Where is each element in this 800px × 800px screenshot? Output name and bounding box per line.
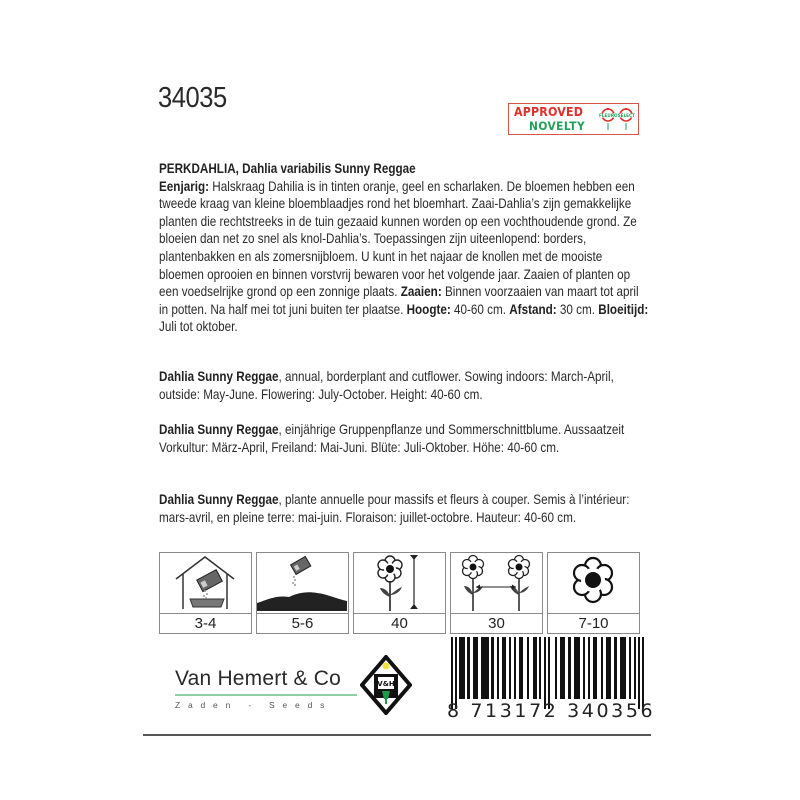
plant-spacing-icon: [451, 553, 541, 611]
product-name-fr: Dahlia Sunny Reggae: [159, 492, 279, 507]
description-english: [159, 368, 649, 403]
flowering-months: 7-10: [578, 615, 609, 632]
barcode-number: 8 713172 340356: [447, 700, 656, 722]
zaaien-label: Zaaien:: [400, 284, 442, 300]
description-text-en: , annual, borderplant and cutflower. Sowing indoors: March-April, outside: May-June. Flowering: July-October. Height: 40-60 cm.: [159, 369, 614, 402]
svg-text:V&H: V&H: [377, 680, 395, 688]
bottom-divider: [143, 734, 651, 736]
description-text-de: , einjährige Gruppenpflanze und Sommerschnittblume. Aussaatzeit Vorkultur: März-April, Freiland: Mai-Juni. Blüte: Juli-Oktober. Höhe: 40-60 cm.: [159, 422, 625, 455]
badge-line-novelty: NOVELTY: [529, 119, 586, 133]
approved-novelty-badge: [508, 103, 639, 135]
hoogte-text: 40-60 cm.: [450, 301, 510, 317]
description-german: [159, 421, 649, 456]
outdoor-sowing-months: 5-6: [291, 615, 314, 632]
greenhouse-sowing-icon: [160, 553, 250, 611]
article-number: 34035: [158, 82, 227, 114]
svg-text:FLEUROSELECT: FLEUROSELECT: [599, 113, 635, 118]
icon-box-plant-height: [353, 552, 446, 634]
brand-logo: [175, 667, 357, 710]
badge-line-approved: APPROVED: [514, 105, 584, 119]
zaaien-text: Binnen voorzaaien van maart tot april in potten. Na half mei tot juni buiten ter plaatse.: [159, 284, 639, 317]
hoogte-label: Hoogte:: [406, 301, 451, 317]
afstand-text: 30 cm.: [556, 301, 599, 317]
description-french: [159, 491, 649, 526]
eenjarig-text: Halskraag Dahilia is in tinten oranje, geel en scharlaken. De bloemen hebben een tweede kraag van kleine bloemblaadjes rond het bloemhart. Zaai-Dahlia’s zijn gemakkelijke planten die rechtstreeks in de tuin gezaaid kunnen worden op een vochthoudende grond. Ze bloeien dan net zo snel als knol-Dahlia’s. Toepassingen zijn uiteenlopend: borders, plantenbakken en als zomersnijbloem. U kunt in het najaar de knollen met de mooiste bloemen oprooien en binnen vorstvrij bewaren voor het volgende jaar. Zaaien of planten op een voedselrijke grond op een zonnige plaats.: [159, 178, 637, 300]
plant-height-value: 40: [391, 615, 408, 632]
product-name-en: Dahlia Sunny Reggae: [159, 369, 279, 384]
description-dutch: [159, 160, 649, 336]
plant-spacing-value: 30: [488, 615, 505, 632]
flowering-icon: [548, 553, 638, 611]
plant-height-icon: [354, 553, 444, 611]
product-title: PERKDAHLIA, Dahlia variabilis Sunny Reggae: [159, 161, 416, 176]
icon-box-outdoor-sowing: [256, 552, 349, 634]
brand-name: Van Hemert & Co: [175, 667, 342, 690]
brand-underline: [175, 694, 357, 696]
eenjarig-label: Eenjarig:: [159, 178, 210, 194]
indoor-sowing-months: 3-4: [194, 615, 217, 632]
product-name-de: Dahlia Sunny Reggae: [159, 422, 279, 437]
description-text-fr: , plante annuelle pour massifs et fleurs à couper. Semis à l’intérieur: mars-avril, en pleine terre: mai-juin. Floraison: juillet-octobre. Hauteur: 40-60 cm.: [159, 492, 630, 525]
afstand-label: Afstand:: [509, 301, 557, 317]
fleuroselect-flowers-icon: [599, 106, 635, 134]
icon-box-flowering: [547, 552, 640, 634]
icon-box-plant-spacing: [450, 552, 543, 634]
bloeitijd-text: Juli tot oktober.: [159, 319, 238, 335]
diamond-emblem-icon: [360, 655, 412, 720]
outdoor-sowing-icon: [257, 553, 347, 611]
bloeitijd-label: Bloeitijd:: [598, 301, 649, 317]
brand-tagline: Zaden - Seeds: [175, 700, 333, 710]
icon-box-indoor-sowing: [159, 552, 252, 634]
